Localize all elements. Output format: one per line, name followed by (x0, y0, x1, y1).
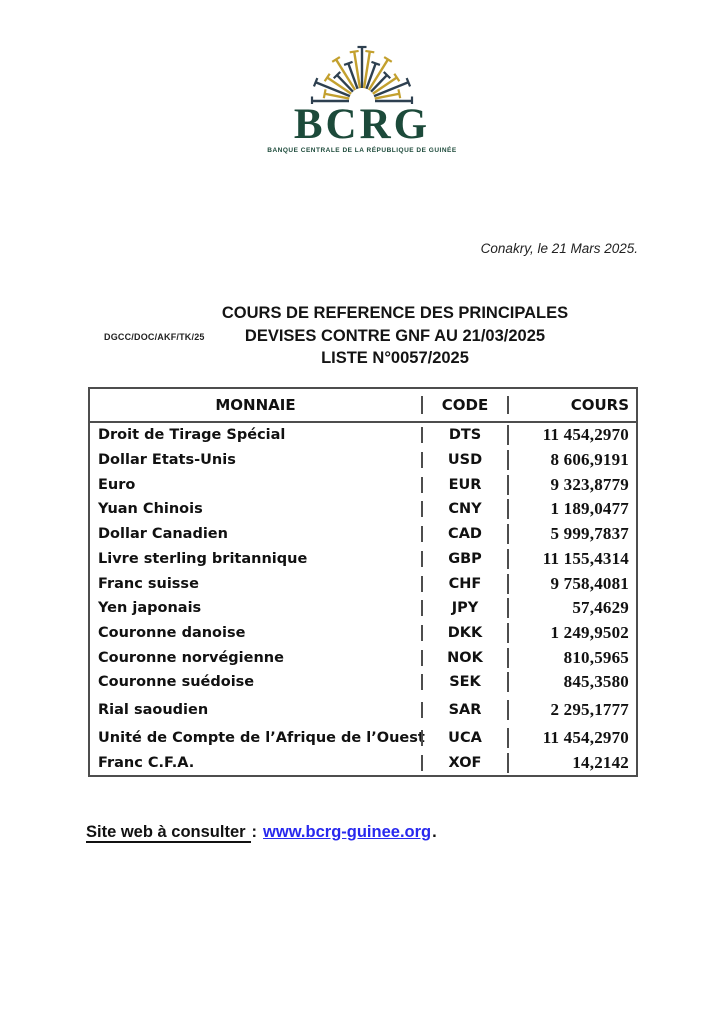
currency-name: Franc C.F.A. (98, 754, 195, 771)
table-row (90, 571, 636, 596)
currency-name: Unité de Compte de l’Afrique de l’Ouest (98, 729, 425, 746)
currency-name: Rial saoudien (98, 702, 209, 719)
table-body (90, 423, 636, 775)
table-row (90, 497, 636, 522)
currency-code: USD (421, 452, 507, 468)
title-line-1: COURS DE REFERENCE DES PRINCIPALES (221, 304, 569, 322)
currency-rate: 5 999,7837 (507, 524, 636, 544)
title-line-3: LISTE N°0057/2025 (321, 349, 469, 367)
table-row (90, 423, 636, 448)
table-row (90, 645, 636, 670)
website-label: Site web à consulter (86, 823, 251, 843)
currency-code: EUR (421, 477, 507, 493)
currency-name: Franc suisse (98, 575, 199, 592)
currency-name: Dollar Canadien (98, 526, 228, 543)
table-row (90, 472, 636, 497)
table-row (90, 695, 636, 726)
currency-rate: 810,5965 (507, 648, 636, 668)
currency-rate: 11 454,2970 (507, 728, 636, 748)
table-row (90, 448, 636, 473)
table-row (90, 750, 636, 775)
currency-rate: 11 454,2970 (507, 425, 636, 445)
footer (86, 823, 437, 842)
table-header-row (90, 389, 636, 423)
footer-separator: : (251, 823, 258, 841)
currency-name: Euro (98, 476, 136, 493)
bcrg-logo (252, 42, 472, 154)
currency-code: DTS (421, 427, 507, 443)
currency-name: Livre sterling britannique (98, 550, 308, 567)
table-row (90, 547, 636, 572)
logo-acronym: BCRG (293, 101, 431, 148)
currency-code: XOF (421, 755, 507, 771)
table-row (90, 596, 636, 621)
currency-code: CNY (421, 501, 507, 517)
currency-name: Couronne suédoise (98, 674, 255, 691)
currency-code: CAD (421, 526, 507, 542)
currency-code: SEK (421, 674, 507, 690)
reference-code: DGCC/DOC/AKF/TK/25 (104, 332, 205, 342)
table-row (90, 621, 636, 646)
currency-rate: 2 295,1777 (507, 700, 636, 720)
table-row (90, 726, 636, 751)
document-title (185, 302, 605, 370)
sunburst-icon (287, 42, 437, 104)
currency-rate: 845,3580 (507, 672, 636, 692)
exchange-rate-table (88, 387, 638, 777)
currency-rate: 57,4629 (507, 598, 636, 618)
currency-rate: 14,2142 (507, 753, 636, 773)
currency-code: DKK (421, 625, 507, 641)
currency-code: UCA (421, 730, 507, 746)
currency-code: CHF (421, 576, 507, 592)
website-link[interactable]: www.bcrg-guinee.org (263, 823, 432, 841)
currency-code: SAR (421, 702, 507, 718)
currency-code: GBP (421, 551, 507, 567)
table-row (90, 522, 636, 547)
currency-name: Yen japonais (98, 600, 202, 617)
currency-name: Droit de Tirage Spécial (98, 427, 286, 444)
currency-rate: 9 758,4081 (507, 574, 636, 594)
currency-name: Couronne norvégienne (98, 649, 284, 666)
currency-code: NOK (421, 650, 507, 666)
table-row (90, 670, 636, 695)
currency-rate: 9 323,8779 (507, 475, 636, 495)
header-code: CODE (421, 396, 507, 414)
dateline: Conakry, le 21 Mars 2025. (480, 241, 638, 256)
title-line-2: DEVISES CONTRE GNF AU 21/03/2025 (244, 326, 546, 345)
currency-rate: 1 189,0477 (507, 499, 636, 519)
currency-code: JPY (421, 600, 507, 616)
footer-period: . (432, 823, 437, 841)
currency-name: Couronne danoise (98, 624, 246, 641)
currency-rate: 1 249,9502 (507, 623, 636, 643)
currency-name: Yuan Chinois (98, 501, 203, 518)
logo-subtitle: BANQUE CENTRALE DE LA RÉPUBLIQUE DE GUINÉE (267, 147, 457, 154)
header-cours: COURS (507, 396, 636, 414)
currency-rate: 11 155,4314 (507, 549, 636, 569)
header-monnaie: MONNAIE (215, 396, 296, 414)
currency-name: Dollar Etats-Unis (98, 452, 236, 469)
currency-rate: 8 606,9191 (507, 450, 636, 470)
